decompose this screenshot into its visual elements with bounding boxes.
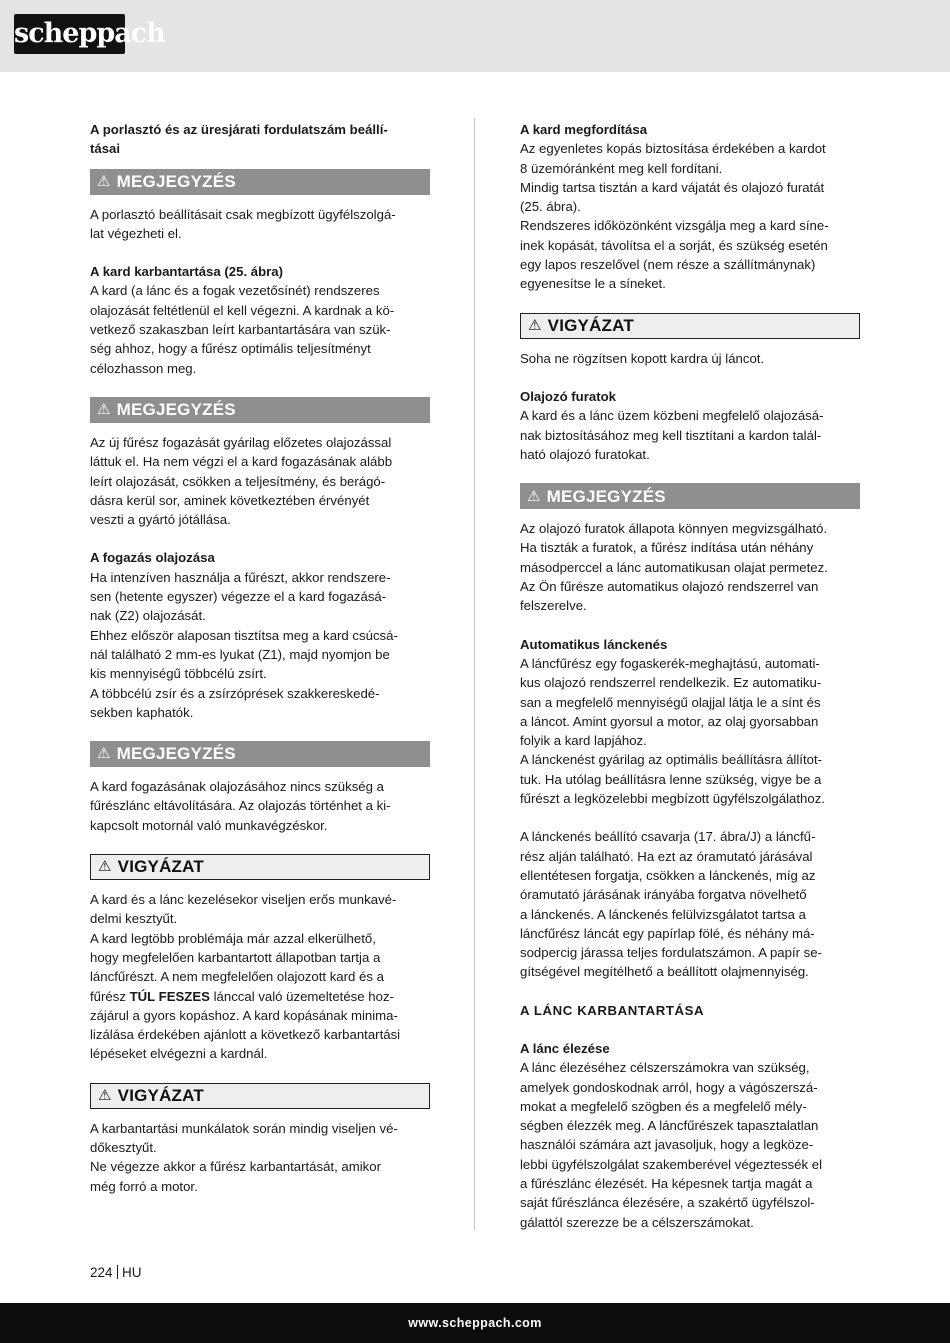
- page-number: [90, 1265, 142, 1280]
- paragraph: A lánc élezéséhez célszerszámokra van szükség, amelyek gondoskodnak arról, hogy a vágószerszá- mokat a megfelelő szögben és a megfelelő mély- ségben élezzék meg. A láncfűrészek tapasztalatlan használói számára azt javasoljuk, hogy a legköze- lebbi ügyfélszolgálat szakemberével végeztessék el a fűrészlánc élezését. Ha képesnek tartja magát a saját fűrészlánca élezésére, a szakértő ügyfélszol- gálattól szerezze be a célszerszámokat.: [520, 1060, 823, 1230]
- section-heading-oil-holes: Olajozó furatok: [520, 388, 616, 404]
- note-label: MEGJEGYZÉS: [546, 486, 666, 506]
- note-box: [90, 741, 430, 767]
- note-label: MEGJEGYZÉS: [116, 744, 236, 764]
- section-heading-auto-lubrication: Automatikus lánckenés: [520, 636, 668, 652]
- warning-triangle-icon: ⚠: [97, 401, 111, 419]
- warning-triangle-icon: ⚠: [527, 487, 541, 505]
- warning-label: VIGYÁZAT: [547, 316, 634, 336]
- paragraph-text: A kard legtöbb problémája már azzal elkerülhető, hogy megfelelően karbantartott állapotban tartja a láncfűrészt. A nem megfelelően olajozott kard és a fűrész: [90, 930, 384, 1004]
- note-box: [90, 169, 430, 195]
- paragraph: Az olajozó furatok állapota könnyen megvizsgálható. Ha tiszták a furatok, a fűrész indítása után néhány másodperccel a lánc automatikusan olajat permetez. Az Ön fűrésze automatikus olajozó rendszerrel van felszerelve.: [520, 521, 828, 614]
- right-column: [520, 120, 860, 1232]
- warning-box: [520, 313, 860, 339]
- warning-box: [90, 1083, 430, 1109]
- paragraph: Soha ne rögzítsen kopott kardra új láncot.: [520, 350, 765, 366]
- column-divider: [474, 118, 475, 1230]
- warning-triangle-icon: ⚠: [97, 745, 111, 763]
- warning-box: [90, 854, 430, 880]
- note-label: MEGJEGYZÉS: [116, 171, 236, 191]
- paragraph: Ne végezze akkor a fűrész karbantartását, amikor még forró a motor.: [90, 1159, 381, 1194]
- note-box: [520, 483, 860, 509]
- brand-logo[interactable]: [14, 14, 165, 54]
- section-heading-bar-maintenance: A kard karbantartása (25. ábra): [90, 264, 284, 280]
- paragraph: A kard (a lánc és a fogak vezetősínét) rendszeres olajozását feltétlenül el kell végezni. A kardnak a kö- vetkező szakaszban leírt karbantartására van szük- ség ahhoz, hogy a fűrész optimális teljesítményt célozhasson meg.: [90, 283, 395, 376]
- paragraph: Ha intenzíven használja a fűrészt, akkor rendszere- sen (hetente egyszer) végezze el a kard fogazásá- nak (Z2) olajozását.: [90, 569, 391, 624]
- paragraph: A lánckenést gyárilag az optimális beállításra állítot- tuk. Ha utólag beállításra lenne szükség, vigye be a fűrészt a legközelebbi megbízott ügyfélszolgálathoz.: [520, 752, 825, 807]
- header-bar: [0, 0, 950, 72]
- paragraph: A kard fogazásának olajozásához nincs szükség a fűrészlánc eltávolítására. Az olajozás történhet a ki- kapcsolt motornál való munkavégzéskor.: [90, 779, 391, 833]
- warning-label: VIGYÁZAT: [117, 857, 204, 877]
- paragraph: A kard és a lánc üzem közbeni megfelelő olajozásá- nak biztosításához meg kell tisztítani a kardon talál- ható olajozó furatokat.: [520, 408, 824, 462]
- footer-url-link[interactable]: www.scheppach.com: [408, 1316, 542, 1330]
- paragraph-text: lánccal való üzemeltetése hoz- zájárul a gyors kopáshoz. A kard kopásának minima- lizálása érdekében ajánlott a következő karbantartási lépéseket elvégezni a kardnál.: [90, 988, 401, 1062]
- paragraph: Az új fűrész fogazását gyárilag előzetes olajozással láttuk el. Ha nem végzi el a kard fogazásának alább leírt olajozását, csökken a teljesítmény, és berágó- dásra kerül sor, aminek következtében érvényét veszti a gyártó jótállása.: [90, 434, 393, 528]
- note-box: [90, 397, 430, 423]
- paragraph: A karbantartási munkálatok során mindig viseljen vé- dőkesztyűt.: [90, 1120, 398, 1155]
- note-label: MEGJEGYZÉS: [116, 400, 236, 420]
- warning-triangle-icon: ⚠: [97, 172, 111, 190]
- warning-triangle-icon: ⚠: [98, 858, 112, 876]
- paragraph: A többcélú zsír és a zsírzóprések szakkereskedé- sekben kaphatók.: [90, 685, 380, 720]
- paragraph: A kard és a lánc kezelésekor viseljen erős munkavé- delmi kesztyűt.: [90, 892, 397, 927]
- footer-bar: [0, 1303, 950, 1343]
- paragraph: Mindig tartsa tisztán a kard vájatát és olajozó furatát (25. ábra).: [520, 179, 825, 215]
- page-number-value: 224: [90, 1265, 113, 1280]
- section-heading-carburetor: A porlasztó és az üresjárati fordulatszám beállí- tásai: [90, 122, 388, 157]
- paragraph: Rendszeres időközönként vizsgálja meg a kard síne- inek kopását, távolítsa el a sorját, és szükség esetén egy lapos reszelővel (nem része a szállítmánynak) egyenesítse le a síneket.: [520, 218, 829, 292]
- section-heading-chain-sharpening: A lánc élezése: [520, 1040, 610, 1056]
- paragraph: A lánckenés beállító csavarja (17. ábra/J) a láncfű- rész alján található. Ha ezt az óramutató járásával ellentétesen forgatja, csökken a lánckenés, míg az óramutató járásának irányába forgatva növelhető a lánckenés. A lánckenés felülvizsgálatot tartsa a láncfűrész láncát egy papírlap fölé, és néhány má- sodpercig járassa teljes fordulatszámon. A papír se- gítségével megítélhető a beállított olajmennyiség.: [520, 829, 823, 980]
- warning-triangle-icon: ⚠: [528, 317, 542, 335]
- paragraph: Az egyenletes kopás biztosítása érdekében a kardot 8 üzemóránként meg kell fordítani.: [520, 141, 826, 176]
- section-heading-chain-maintenance: A LÁNC KARBANTARTÁSA: [520, 1002, 705, 1018]
- paragraph: [90, 929, 430, 1064]
- left-column: [90, 120, 430, 1196]
- paragraph: A láncfűrész egy fogaskerék-meghajtású, automati- kus olajozó rendszerrel rendelkezik. Ez automatiku- san a megfelelő mennyiségű olajjal látja le a sínt és a láncot. Amint gyorsul a motor, az olaj gyorsabban folyik a kard lapjához.: [520, 655, 822, 749]
- paragraph: A porlasztó beállításait csak megbízott ügyfélszolgá- lat végezheti el.: [90, 206, 396, 241]
- emphasis-text: TÚL FESZES: [129, 988, 210, 1004]
- warning-triangle-icon: ⚠: [98, 1087, 112, 1105]
- language-code: HU: [122, 1265, 142, 1280]
- logo-text: scheppach: [14, 18, 165, 49]
- warning-label: VIGYÁZAT: [117, 1086, 204, 1106]
- section-heading-bar-reversal: A kard megfordítása: [520, 122, 648, 137]
- paragraph: Ehhez először alaposan tisztítsa meg a kard csúcsá- nál található 2 mm-es lyukat (Z1), majd nyomjon be kis mennyiségű többcélú zsírt.: [90, 627, 398, 682]
- page-number-separator: [117, 1265, 119, 1279]
- section-heading-sprocket-oiling: A fogazás olajozása: [90, 550, 215, 566]
